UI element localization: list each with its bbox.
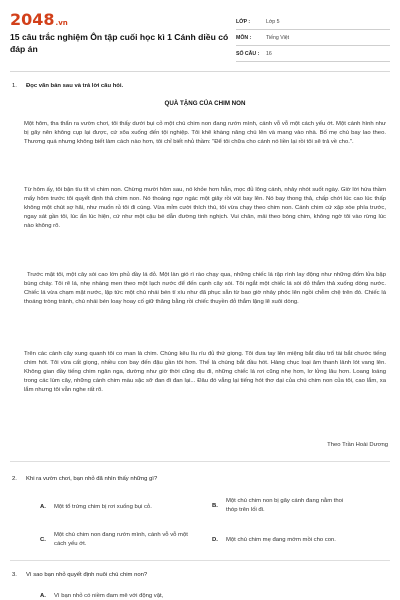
question-1 <box>12 82 388 92</box>
page-title: 15 câu trắc nghiệm Ôn tập cuối học kì 1 Cánh diều có đáp án <box>10 32 229 54</box>
question-number: 2. <box>12 476 17 482</box>
question-3 <box>12 571 388 581</box>
meta-value: Tiếng Việt <box>266 34 290 41</box>
question-prompt: Đọc văn bản sau và trả lời câu hỏi. <box>26 83 124 89</box>
header-divider <box>10 71 390 72</box>
header <box>10 10 390 65</box>
question-divider <box>10 461 390 462</box>
option-text: Một chú chim non bị gãy cánh đang nằm thoi thóp trên lối đi. <box>226 498 344 513</box>
question-divider <box>10 560 390 561</box>
logo-suffix: .vn <box>55 19 68 27</box>
question-number: 1. <box>12 83 17 89</box>
option-letter: D. <box>212 537 218 543</box>
option-text: Một chú chim mẹ đang mớm mồi cho con. <box>226 537 336 543</box>
meta-value: 16 <box>266 50 272 57</box>
question-prompt: Khi ra vườn chơi, bạn nhỏ đã nhìn thấy những gì? <box>26 476 158 482</box>
passage-title: QUÀ TẶNG CỦA CHIM NON <box>164 100 246 107</box>
option-letter: B. <box>212 503 218 509</box>
meta-label: LỚP : <box>236 18 251 25</box>
meta-table <box>236 14 390 62</box>
passage-paragraph: Trên các cành cây xung quanh tôi co man là chim. Chúng kêu líu ríu đủ thứ giọng. Tôi đưa tay lên miệng bắt đầu trổ tài bắt chước tiếng chim hót. Tôi vừa cất giọng, nhiều con bay đến đậu gần tôi hơn. Thế là chúng bắt đầu hót. Hàng chục loại âm thanh lảnh lót vang lên. Không gian đầy tiếng chim ngân nga, dường như giờ thời cũng dịu đi, những chiếc lá rơi cũng nhẹ hơn, lơ lửng lâu hơn. Loang loáng trong các lùm cây, những cánh chim màu sặc sỡ đan đi đan lại... Đâu đó vẳng lại tiếng hót thơ dại của chú chim non của tôi, cao lắm, xa lắm nhưng tôi vẫn nghe rất rõ. <box>24 351 386 394</box>
logo-text: 2048 <box>10 10 55 29</box>
answer-option-b[interactable] <box>212 497 387 517</box>
answer-option-d[interactable] <box>212 536 387 546</box>
option-letter: A. <box>40 504 46 510</box>
option-text: Một chú chim non đang rướn mình, cánh vỗ vỗ một cách yếu ớt. <box>54 532 188 547</box>
answer-option-a[interactable] <box>40 592 210 600</box>
meta-label: MÔN : <box>236 34 252 41</box>
meta-row-count <box>236 46 390 62</box>
passage-author: Theo Trần Hoài Dương <box>327 442 388 448</box>
option-letter: C. <box>40 537 46 543</box>
answer-option-a[interactable] <box>40 503 210 513</box>
passage-paragraph: Một hôm, tha thẩn ra vườn chơi, tôi thấy dưới bụi cỏ một chú chim non đang rướn mình, cánh vỗ vỗ một cách yếu ớt. Một cánh hình như bị gãy nên không cụp lại được, cứ xõa xuống đến tội nghiệp. Tôi khẽ khàng nâng chú lên và mang vào nhà. Bố mẹ chú bay lao theo. Thương quá nhưng không biết làm cách nào hơn, tôi chỉ biết nhủ thầm: "Để tôi chữa cho cánh nó liền lại rồi tôi sẽ trả về cho.". <box>24 121 386 146</box>
option-text: Một tổ trứng chim bị rơi xuống bụi cỏ. <box>54 504 152 510</box>
meta-value: Lớp 5 <box>266 18 280 25</box>
question-prompt: Vì sao bạn nhỏ quyết định nuôi chú chim non? <box>26 572 148 578</box>
meta-row-class <box>236 14 390 30</box>
meta-label: SỐ CÂU : <box>236 50 260 57</box>
passage-paragraph: Trước mặt tôi, một cây sòi cao lớn phủ đầy lá đỏ. Một làn gió rì rào chạy qua, những chiếc lá rập rình lay động như những đốm lửa bập bùng cháy. Tôi rẽ lá, nhẹ nhàng men theo một lạch nước để đến cạnh cây sòi. Tôi ngắt một chiếc lá sòi đỏ thắm thả xuống dòng nước. Chiếc lá vừa chạm mặt nước, lập tức một chú nhái bén tí xíu như đã phục sẵn từ bao giờ nhảy phóc lên ngồi chễm chệ trên đó. Chiếc lá thoáng tròng trành, chú nhái bén loay hoay cố giữ thăng bằng rồi chiếc thuyền đỏ thắm lặng lẽ xuôi dòng. <box>24 272 386 306</box>
question-number: 3. <box>12 572 17 578</box>
answer-option-c[interactable] <box>40 531 210 551</box>
option-text: Vì bạn nhỏ có niềm đam mê với động vật, <box>54 593 164 599</box>
passage-paragraph: Từ hôm ấy, tôi bận tíu tít vì chim non. Chừng mười hôm sau, nó khỏe hơn hẳn, mọc đủ lông cánh, nhảy nhót suốt ngày. Giờ lời hứa thầm mấy hôm trước tôi quyết định thả chim non. Nó thoáng ngơ ngác một giây rồi vút bay lên. Nó bay thong thả, chấp chới lúc cao lúc thấp không một chút sợ hãi, như muốn rủ tôi đi cùng. Vừa mỉm cười thích thú, tôi vừa chạy theo chim non. Cánh chim cứ xập xòe phía trước, ngay sát gần tôi, lúc ẩn lúc hiện, cứ như một cậu bé dẫn đường tinh nghịch. Vui chân, mải theo bóng chim, không ngờ tôi vào rừng lúc nào không rõ. <box>24 187 386 230</box>
option-letter: A. <box>40 593 46 599</box>
site-logo[interactable] <box>10 10 68 29</box>
question-2 <box>12 475 388 485</box>
meta-row-subject <box>236 30 390 46</box>
